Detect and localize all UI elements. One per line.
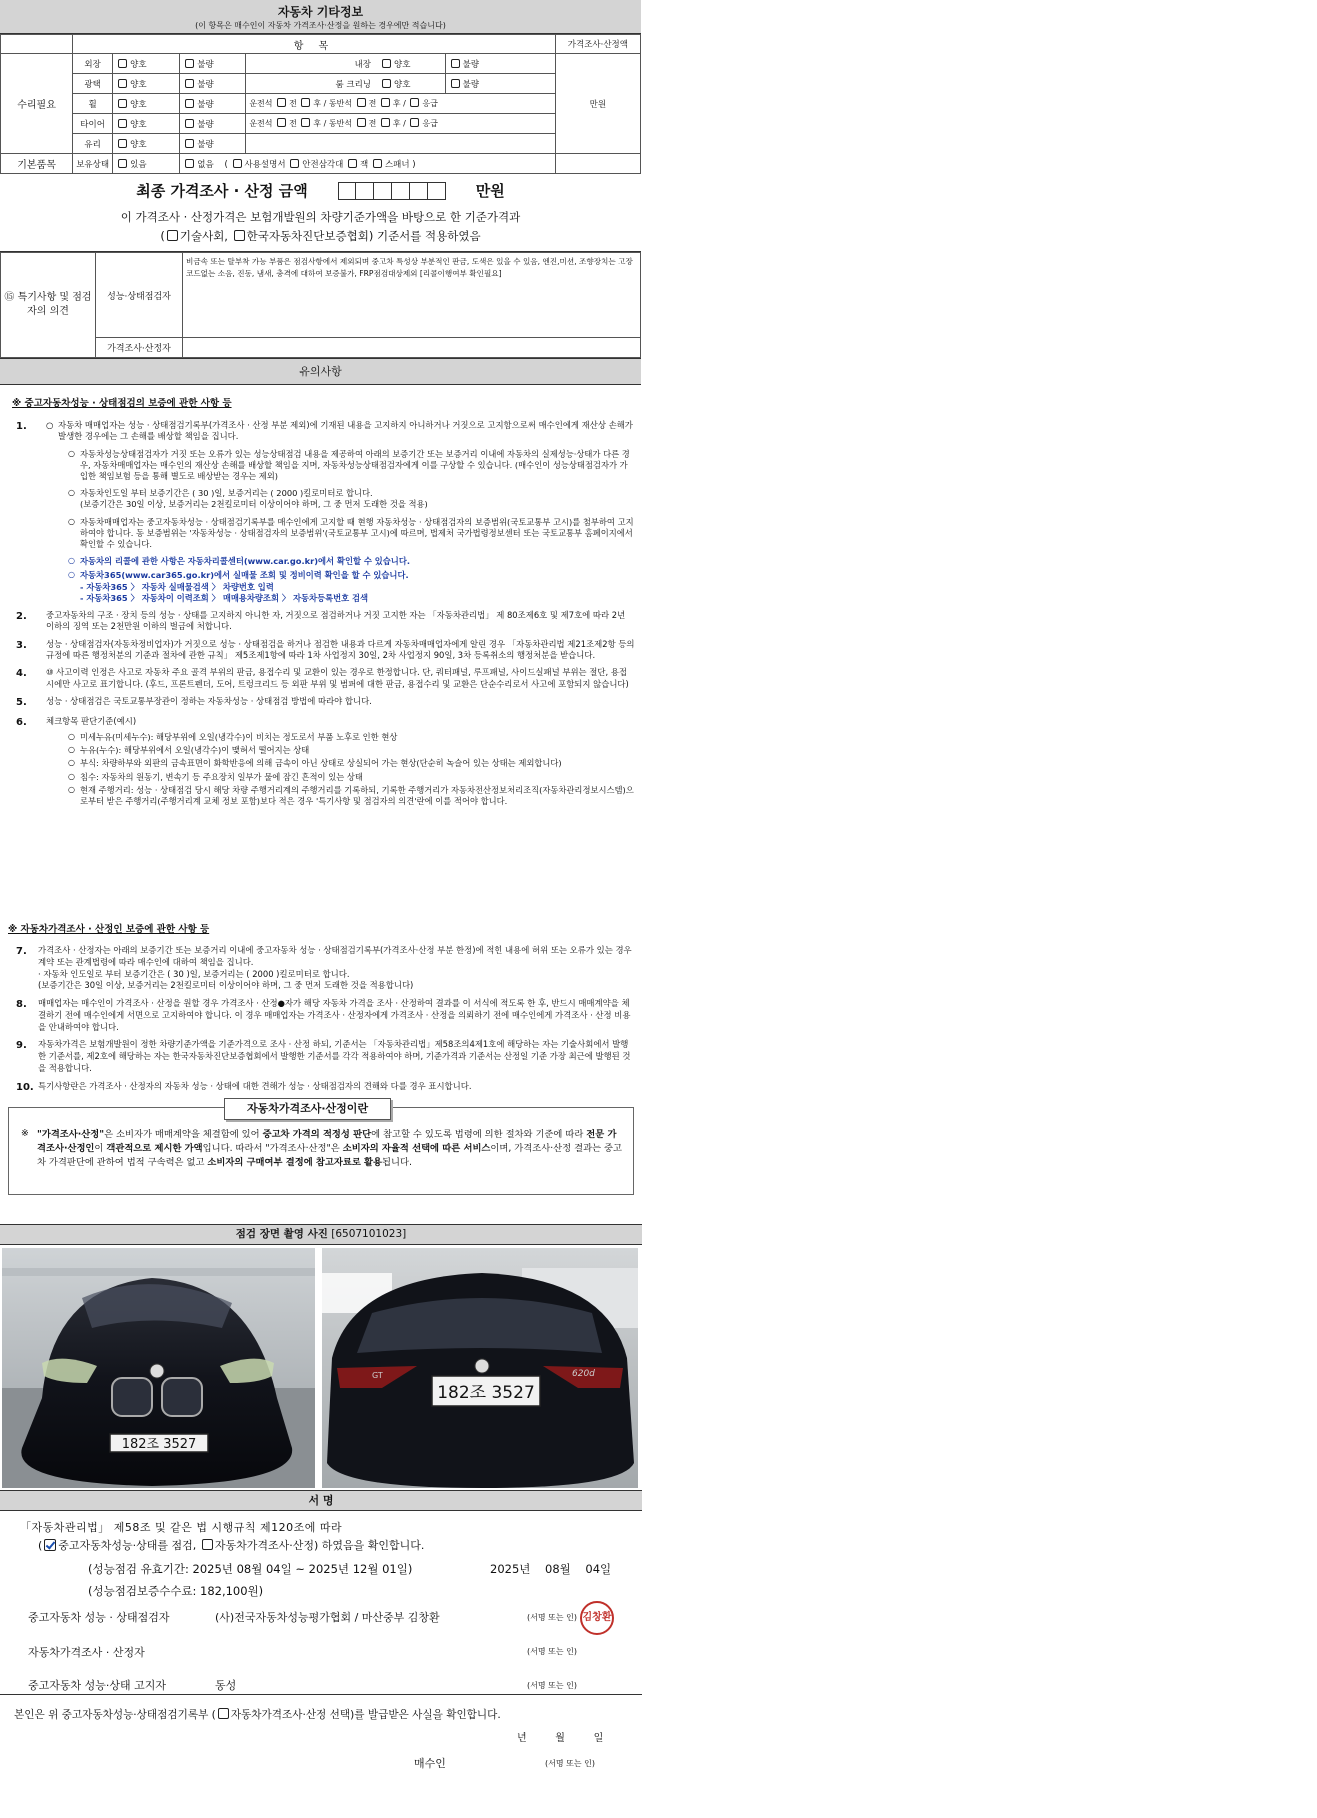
receipt-day: 일 [593,1733,604,1744]
row-glass-label: 유리 [73,134,113,154]
tire-driver-front-checkbox[interactable] [277,118,286,127]
tire-driver-rear-checkbox[interactable] [301,118,310,127]
confirm-line: ( 중고자동차성능·상태를 점검, 자동차가격조사·산정) 하였음을 확인합니다. [38,1539,425,1552]
glass-bad-checkbox[interactable] [185,139,194,148]
item-number: 5. [16,697,27,708]
recall-link-text[interactable]: 자동차의 리콜에 관한 사항은 자동차리콜센터(www.car.go.kr)에서 확인할 수 있습니다. [80,556,410,567]
front-plate-text: 182조 3527 [121,1437,197,1452]
item-text: 자동차매매업자는 중고자동차성능 · 상태점검기록부를 매수인에게 고지할 때 현행 자동차성능 · 상태점검자의 보증범위(국토교통부 고시)를 첨부하여 고지하여야 합니다. 동 보증범위는 '자동차성능 · 상태점검자의 보증범위'(국토교통부 고시)에 따르며, 법제처 국가법령정보센터 또는 국토교통부 홈페이지에서 확인할 수 있습니다. [80,516,634,549]
buyer-label: 매수인 [414,1757,446,1770]
item-text: 자동차가격은 보험개발원이 정한 차량기준가액을 기준가격으로 조사 · 산정 하되, 기준서는 「자동차관리법」제58조의4제1호에 해당하는 자는 기술사회에서 발행한 기준서를, 제2호에 해당하는 자는 한국자동차진단보증협회에서 발행한 기준서를 각각 적용하여야 하며, 기준가격과 기준서는 산정일 기준 가장 최근에 발행된 것을 적용합니다. [38,1039,631,1073]
notice-item-1f: ○ 자동차365(www.car365.go.kr)에서 실매물 조회 및 정비이력 확인을 할 수 있습니다. - 자동차365 〉 자동차 실매물검색 〉 차량번호 입력 - 자동차365 〉 자동차이 이력조회 〉 매매용차량조회 〉 자동차등록번호 검색 [68,570,409,603]
definition-text: 이며, 가격조사·산정 결과는 중고차 가격판단에 관하여 법적 구속력은 없고 [37,1142,622,1168]
basis-kadif-label: 한국자동차진단보증협회) 기준서를 적용하였음 [246,229,481,243]
item-text: 특기사항란은 가격조사 · 산정자의 자동차 성능 · 상태에 대한 견해가 성능 · 상태점검자의 견해와 다를 경우 표시합니다. [38,1080,472,1091]
definition-text: 됩니다. [382,1156,412,1168]
signature-header: 서 명 [0,1491,642,1511]
rear-label: 후 [313,99,322,108]
absent-label: 없음 [197,159,214,170]
other-info-table [0,34,641,174]
right-item-8 [8,998,634,1033]
item-number: 1. [16,421,27,432]
appraiser-opinion-value[interactable] [183,338,641,358]
owned-items-options: 없음 ( 사용설명서 안전삼각대 잭 스패너 ) [180,154,556,174]
definition-bold: 소비자의 구매여부 결정에 참고자료로 활용 [207,1156,383,1168]
item-number: 6. [16,716,27,728]
bad-label: 불량 [197,59,214,70]
bmw-logo-icon [150,1364,164,1378]
performance-inspected-checkbox[interactable] [44,1539,56,1551]
appraisal-definition-box [8,1101,634,1195]
good-label: 양호 [130,79,147,90]
good-label: 양호 [394,79,411,90]
item-text: 성능 · 상태점검자(자동차정비업자)가 거짓으로 성능 · 상태점검을 하거나 점검한 내용과 다르게 자동차매매업자에게 알린 경우 「자동차관리법 제21조제2항 등의 규정에 따른 행정처분의 기준과 절차에 관한 규칙」 제5조제1항에 따라 1차 사업정지 30일, 2차 사업정지 90일, 3차 등록취소의 행정처분을 받습니다. [46,638,635,660]
definition-text: 에 참고할 수 있도록 법령에 의한 절차와 기준에 따라 [371,1128,587,1140]
good-label: 양호 [394,59,411,70]
item-number: 3. [16,639,27,651]
notifier-name: 동성 [215,1679,237,1692]
photos-code: [6507101023] [331,1228,407,1240]
emergency-label: 응급 [422,99,438,108]
left-column [0,0,641,909]
notice-header: 유의사항 [0,358,641,385]
spanner-label: 스패너 [384,159,410,170]
item-text: 미세누유(미세누수): 해당부위에 오일(냉각수)이 비치는 정도로서 부품 노후로 인한 현상 [80,732,398,742]
exterior-bad-checkbox[interactable] [185,59,194,68]
notice-item-1c: ○ 자동차인도일 부터 보증기간은 ( 30 )일, 보증거리는 ( 2000 )킬로미터로 합니다. (보증기간은 30일 이상, 보증거리는 2천킬로미터 이상이어야 하며, 그 중 먼저 도래한 것을 적용) [68,488,428,510]
other-info-header [0,0,641,34]
car365-path-2: - 자동차365 〉 자동차이 이력조회 〉 매매용차량조회 〉 자동차등록번호 검색 [80,592,369,603]
good-label: 양호 [130,99,147,110]
photos-area [0,1245,642,1491]
definition-bold: 소비자의 자율적 선택에 따른 서비스 [342,1142,491,1154]
item-text: 자동차성능상태점검자가 거짓 또는 오류가 있는 성능상태점검 내용을 제공하여 아래의 보증기간 또는 보증거리 이내에 자동차의 실제성능·상태가 다른 경우, 자동차매매업자는 매수인의 재산상 손해를 배상할 책임을 지며, 자동차성능상태점검자에게 이를 구상할 수 있습니다. (매수인이 성능상태점검자가 가입한 책임보험 등을 통해 별도로 배상받는 경우는 제외) [80,448,630,482]
notice-body [0,385,641,807]
other-info-subtitle: (이 항목은 매수인이 자동차 가격조사·산정을 원하는 경우에만 적습니다) [195,21,446,30]
date-day: 04일 [585,1562,612,1576]
car365-path-1: - 자동차365 〉 자동차 실매물검색 〉 차량번호 입력 [80,581,274,592]
item-number: 9. [16,1040,27,1052]
item-number: 10. [16,1081,34,1093]
row-wheel-label: 휠 [73,94,113,114]
row-owned-state-label: 보유상태 [73,154,113,174]
exterior-good-checkbox[interactable] [118,59,127,68]
price-unit: 만원 [555,54,640,154]
date-year: 2025년 [490,1562,531,1576]
wheel-position-options: 운전석 전 후 / 동반석 전 후 / 응급 [246,94,555,114]
definition-bold: 객관적으로 제시한 가액 [106,1142,203,1154]
validity-line: (성능점검 유효기간: 2025년 08월 04일 ~ 2025년 12월 01일) [88,1562,413,1576]
owned-present-checkbox[interactable] [118,159,127,168]
gloss-bad-checkbox[interactable] [185,79,194,88]
item-text: 매매업자는 매수인이 가격조사 · 산정을 원할 경우 가격조사 · 산정●자가 해당 자동차 가격을 조사 · 산정하여 결과를 이 서식에 적도록 한 후, 반드시 매매계약을 체결하기 전에 매수인에게 서면으로 고지하여야 합니다. 이 경우 매매업자는 가격조사 · 산정자에게 가격조사 · 산정을 의뢰하기 전에 매수인에게 가격조사 · 산정 비용을 안내하여야 합니다. [38,998,631,1032]
good-label: 양호 [130,119,147,130]
item-text: (보증기간은 30일 이상, 보증거리는 2천킬로미터 이상이어야 하며, 그 중 먼저 도래한 것을 적용합니다) [38,980,414,991]
front-car-photo [2,1248,315,1488]
receipt-a: 본인은 위 중고자동차성능·상태점검기록부 ( [14,1709,216,1721]
triangle-label: 안전삼각대 [302,159,344,170]
appraisal-notes [0,909,642,1225]
rear-plate-text: 182조 3527 [437,1383,535,1403]
notice-item-4 [6,667,635,690]
col-price-header: 가격조사·산정액 [555,35,640,54]
final-price-unit: 만원 [475,182,505,200]
bad-label: 불량 [462,79,480,90]
front-label: 전 [289,119,297,128]
row-gloss-label: 광택 [73,74,113,94]
signature-area [0,1511,642,1695]
rear-car-photo [322,1248,638,1488]
item-text: 누유(누수): 해당부위에서 오일(냉각수)이 맺혀서 떨어지는 상태 [80,745,310,756]
final-price-boxes[interactable] [338,182,446,200]
item-text: (보증기간은 30일 이상, 보증거리는 2천킬로미터 이상이어야 하며, 그 중 먼저 도래한 것을 적용) [80,499,428,510]
bad-label: 불량 [197,99,214,110]
inspector-label: 중고자동차 성능 · 상태점검자 [28,1611,170,1624]
notice-item-1b: ○ 자동차성능상태점검자가 거짓 또는 오류가 있는 성능상태점검 내용을 제공하여 아래의 보증기간 또는 보증거리 이내에 자동차의 실제성능·상태가 다른 경우, 자동차매매업자는 매수인의 재산상 손해를 배상할 책임을 지며, 자동차성능상태점검자에게 이를 구상할 수 있습니다. (매수인이 성능상태점검자가 가입한 책임보험 등을 통해 별도로 배상받는 경우는 제외) [68,449,635,483]
rear-label: 후 [392,99,401,108]
item-number: 2. [16,610,27,622]
item-text: ⑩ 사고이력 인정은 사고로 자동차 주요 골격 부위의 판금, 용접수리 및 교환이 있는 경우로 한정합니다. 단, 쿼터패널, 루프패널, 사이드실패널 부위는 절단, 용접 시에만 사고로 표기합니다. (후드, 프론트펜더, 도어, 트렁크리드 등 외판 부위 및 범퍼에 대한 판금, 용접수리 및 교환은 단순수리로서 사고에 포함되지 않습니다) [46,667,629,689]
tire-good-checkbox[interactable] [118,119,127,128]
item-text: 부식: 차량하부와 외판의 금속표면이 화학반응에 의해 금속이 아닌 상태로 상실되어 가는 현상(단순히 녹슬어 있는 상태는 제외합니다) [80,758,562,769]
bad-label: 불량 [197,119,214,130]
definition-bold: 전문 가격조사·산정인 [37,1128,617,1154]
car365-link-text[interactable]: 자동차365(www.car365.go.kr)에서 실매물 조회 및 정비이력 확인을 할 수 있습니다. [80,570,409,581]
notice-item-2 [6,610,635,633]
notice-item-1e: ○ 자동차의 리콜에 관한 사항은 자동차리콜센터(www.car.go.kr)에서 확인할 수 있습니다. [68,556,410,567]
criteria-b: ○ 누유(누수): 해당부위에서 오일(냉각수)이 맺혀서 떨어지는 상태 [68,745,310,756]
col-item-header: 항 목 [73,35,556,54]
item-number: 4. [16,668,27,680]
receipt-line [14,1707,501,1722]
glass-good-checkbox[interactable] [118,139,127,148]
wheel-bad-checkbox[interactable] [185,99,194,108]
inspector-opinion-text: 비금속 또는 탈부착 가능 부품은 점검사항에서 제외되며 중고차 특성상 부분적인 판금, 도색은 있을 수 있음, 엔진,미션, 조향장치는 고장코드없는 소음, 진동, 냄새, 충격에 대하여 보증불가, FRP점검대상제외 [리콜이행여부 확인필요] [183,253,641,338]
inspector-opinion-label: 성능·상태점검자 [96,253,183,338]
item-number: 8. [16,999,27,1011]
tire-position-options: 운전석 전 후 / 동반석 전 후 / 응급 [246,114,555,134]
definition-text: 은 소비자가 매매계약을 체결함에 있어 [104,1128,263,1140]
item-text: 자동차인도일 부터 보증기간은 ( 30 )일, 보증거리는 ( 2000 )킬로미터로 합니다. [80,488,373,499]
inspector-seal-stamp: 김창환 [580,1601,614,1635]
receipt-year: 년 [517,1733,527,1744]
interior-bad-checkbox[interactable] [451,59,460,68]
row-tire-label: 타이어 [73,114,113,134]
item-text: 가격조사 · 산정자는 아래의 보증기간 또는 보증거리 이내에 중고자동차 성능 · 상태점검기록부(가격조사·산정 부분 한정)에 적힌 내용에 허위 또는 오류가 있는 경우 계약 또는 관계법령에 따라 매수인에 대하여 책임을 집니다. [38,945,632,967]
emergency-label: 응급 [422,119,438,128]
criteria-e: ○ 현재 주행거리: 성능 · 상태점검 당시 해당 차량 주행거리계의 주행거리를 기록하되, 기록한 주행거리가 자동차전산정보처리조직(자동차관리정보시스템)으로부터 받은 주행거리(주행거리계 교체 정보 포함)보다 적은 경우 '특기사항 및 점검자의 의견'란에 이를 적어야 합니다. [68,784,634,806]
wheel-emergency-checkbox[interactable] [410,98,419,107]
confirm-b: 자동차가격조사·산정) 하였음을 확인합니다. [214,1539,425,1552]
right-column [0,909,642,1818]
inspector-name: (사)전국자동차성능평가협회 / 마산중부 김창환 [215,1611,440,1624]
criteria-a: ○ 미세누유(미세누수): 해당부위에 오일(냉각수)이 비치는 정도로서 부품 노후로 인한 현상 [68,732,398,742]
passenger-seat-label: 동반석 [328,99,353,108]
appraisal-definition-title: 자동차가격조사·산정이란 [224,1098,391,1121]
bmw-logo-icon [475,1359,489,1373]
tire-bad-checkbox[interactable] [185,119,194,128]
final-price-section [0,174,641,252]
manual-label: 사용설명서 [244,159,286,170]
interior-good-checkbox[interactable] [382,59,391,68]
notice-item-3 [6,639,635,662]
criteria-d: ○ 침수: 자동차의 원동기, 변속기 등 주요장치 일부가 물에 잠긴 흔적이 있는 상태 [68,771,363,782]
receipt-appraisal-checkbox[interactable] [218,1708,229,1719]
receipt-month: 월 [555,1733,565,1744]
definition-text: 입니다. 따라서 "가격조사·산정"은 [202,1142,343,1154]
item-text: 체크항목 판단기준(예시) [46,715,137,726]
row-room-cleaning-label: 룸 크리닝 [246,74,377,94]
inspection-date [490,1561,611,1577]
appraiser-label: 자동차가격조사 · 산정자 [28,1646,145,1659]
rear-label: 후 [392,119,401,128]
definition-bold: 중고차 가격의 적정성 판단 [262,1128,372,1140]
item-number: 7. [16,946,27,957]
appraiser-opinion-label: 가격조사·산정자 [96,338,183,358]
criteria-c: ○ 부식: 차량하부와 외판의 금속표면이 화학반응에 의해 금속이 아닌 상태로 상실되어 가는 현상(단순히 녹슬어 있는 상태는 제외합니다) [68,758,562,769]
receipt-date [517,1729,603,1744]
appraisal-section-title: ※ 자동차가격조사 · 산정인 보증에 관한 사항 등 [8,924,210,935]
wheel-passenger-rear-checkbox[interactable] [381,98,390,107]
inspector-sign-placeholder: (서명 또는 인) [527,1613,577,1622]
bad-label: 불량 [462,59,480,70]
special-notes-label: ⑮ 특기사항 및 점검자의 의견 [1,253,96,358]
owned-absent-checkbox[interactable] [185,159,194,168]
jack-label: 잭 [360,159,369,170]
notice-item-5 [6,696,635,710]
room-good-checkbox[interactable] [382,79,391,88]
item-text: 침수: 자동차의 원동기, 변속기 등 주요장치 일부가 물에 잠긴 흔적이 있는 상태 [80,771,363,782]
tire-passenger-front-checkbox[interactable] [357,118,366,127]
row-interior-label: 내장 [246,54,377,74]
gloss-good-checkbox[interactable] [118,79,127,88]
receipt-area [0,1695,642,1815]
driver-seat-label: 운전석 [249,119,273,128]
spanner-checkbox[interactable] [373,159,382,168]
row-exterior-label: 외장 [73,54,113,74]
jack-checkbox[interactable] [348,159,357,168]
tire-emergency-checkbox[interactable] [410,118,419,127]
definition-text: "가격조사·산정" [37,1128,105,1140]
wheel-driver-front-checkbox[interactable] [277,98,286,107]
manual-checkbox[interactable] [233,159,242,168]
receipt-b: 자동차가격조사·산정 선택)를 발급받은 사실을 확인합니다. [230,1709,501,1721]
good-label: 양호 [130,59,147,70]
basis-line1: 이 가격조사 · 산정가격은 보험개발원의 차량기준가액을 바탕으로 한 기준가격과 [120,210,521,224]
note-mark: ※ [21,1127,29,1139]
notifier-sign-placeholder: (서명 또는 인) [527,1681,577,1690]
rear-badge: GT [372,1371,383,1380]
notice-item-1d: ○ 자동차매매업자는 중고자동차성능 · 상태점검기록부를 매수인에게 고지할 때 현행 자동차성능 · 상태점검자의 보증범위(국토교통부 고시)를 첨부하여 고지하여야 합니다. 동 보증범위는 '자동차성능 · 상태점검자의 보증범위'(국토교통부 고시)에 따르며, 법제처 국가법령정보센터 또는 국토교통부 홈페이지에서 확인할 수 있습니다. [68,516,634,549]
basic-items-label: 기본품목 [1,154,73,174]
confirm-a: 중고자동차성능·상태를 점검, [58,1539,197,1552]
notifier-label: 중고자동차 성능·상태 고지자 [28,1679,167,1692]
item-text: 성능 · 상태점검은 국토교통부장관이 정하는 자동차성능 · 상태점검 방법에 따라야 합니다. [46,696,372,706]
wheel-driver-rear-checkbox[interactable] [301,98,310,107]
item-text: · 자동차 인도일로 부터 보증기간은 ( 30 )일, 보증거리는 ( 2000 )킬로미터로 합니다. [38,968,350,979]
basis-tech-label: 기술사회, [179,229,228,243]
front-label: 전 [368,99,377,108]
definition-text: 이 [94,1142,107,1154]
tire-passenger-rear-checkbox[interactable] [381,118,390,127]
appraisal-checkbox[interactable] [202,1539,213,1550]
present-label: 있음 [130,159,147,170]
photos-title: 점검 장면 촬영 사진 [235,1228,328,1240]
final-price-label: 최종 가격조사 · 산정 금액 [136,182,308,200]
notice-item-1: 1. ○ 자동차 매매업자는 성능 · 상태점검기록부(가격조사 · 산정 부분 제외)에 기재된 내용을 고지하지 아니하거나 거짓으로 고지함으로써 매수인에게 재산상 손해가 발생한 경우에는 그 손해를 배상할 책임을 집니다. [6,420,635,443]
wheel-passenger-front-checkbox[interactable] [357,98,366,107]
passenger-seat-label: 동반석 [328,119,353,128]
rear-label: 후 [313,119,322,128]
front-label: 전 [368,119,377,128]
appraiser-sign-placeholder: (서명 또는 인) [527,1647,577,1656]
right-item-10 [8,1081,634,1095]
room-bad-checkbox[interactable] [451,79,460,88]
wheel-good-checkbox[interactable] [118,99,127,108]
right-item-7 [8,945,634,992]
notice-section-title: ※ 중고자동차성능 · 상태점검의 보증에 관한 사항 등 [12,398,232,409]
front-label: 전 [289,99,297,108]
date-month: 08월 [545,1562,571,1576]
good-label: 양호 [130,139,147,150]
item-text: 자동차 매매업자는 성능 · 상태점검기록부(가격조사 · 산정 부분 제외)에 기재된 내용을 고지하지 아니하거나 거짓으로 고지함으로써 매수인에게 재산상 손해가 발생한 경우에는 그 손해를 배상할 책임을 집니다. [58,420,633,442]
triangle-checkbox[interactable] [290,159,299,168]
item-text: 중고자동차의 구조 · 장치 등의 성능 · 상태를 고지하지 아니한 자, 거짓으로 점검하거나 거짓 고지한 자는 「자동차관리법」 제 80조제6호 및 제7호에 따라 2년 이하의 징역 또는 2천만원 이하의 벌금에 처합니다. [46,609,626,632]
bad-label: 불량 [197,79,214,90]
photos-header [0,1225,642,1245]
buyer-sign-placeholder: (서명 또는 인) [545,1759,595,1768]
driver-seat-label: 운전석 [249,99,273,108]
fee-line: (성능점검보증수수료: 182,100원) [88,1584,264,1598]
special-notes-table [0,252,641,358]
law-line: 「자동차관리법」 제58조 및 같은 법 시행규칙 제120조에 따라 [20,1521,343,1534]
item-text: 현재 주행거리: 성능 · 상태점검 당시 해당 차량 주행거리계의 주행거리를 기록하되, 기록한 주행거리가 자동차전산정보처리조직(자동차관리정보시스템)으로부터 받은 주행거리(주행거리계 교체 정보 포함)보다 적은 경우 '특기사항 및 점검자의 의견'란에 이를 적어야 합니다. [80,784,634,806]
right-item-9 [8,1039,634,1074]
basis-line2: ( 기술사회, 한국자동차진단보증협회) 기준서를 적용하였음 [160,229,481,243]
notice-item-6 [6,716,635,730]
repair-needed-label: 수리필요 [1,54,73,154]
tech-society-checkbox[interactable] [167,230,178,241]
bad-label: 불량 [197,139,214,150]
other-info-title: 자동차 기타정보 [277,5,364,19]
kadif-checkbox[interactable] [234,230,245,241]
rear-model-badge: 620d [572,1369,595,1379]
